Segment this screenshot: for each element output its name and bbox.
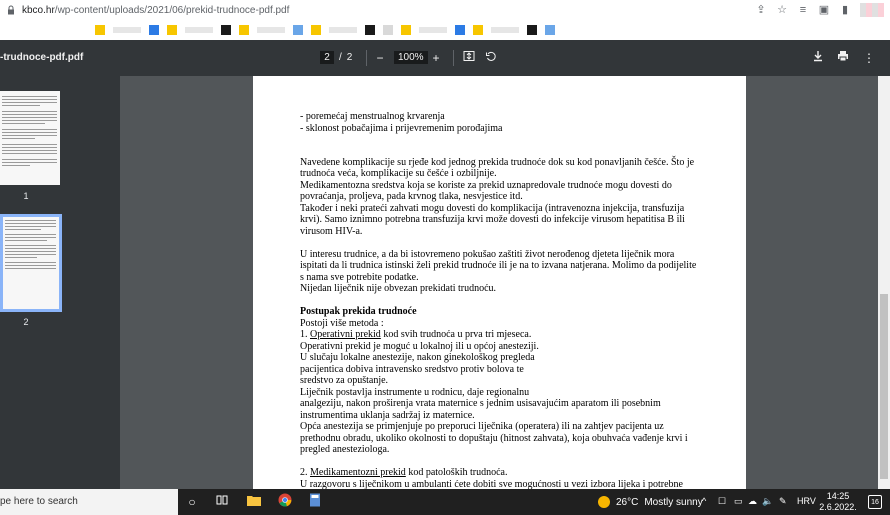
bookmark-favicon[interactable] <box>167 25 177 35</box>
language-indicator[interactable]: HRV <box>797 496 816 506</box>
doc-line: s nama sve potrebite podatke. <box>300 272 419 283</box>
thumbnail-page-2[interactable] <box>0 214 62 312</box>
weather-description: Mostly sunny <box>644 496 703 508</box>
bookmark-favicon[interactable] <box>545 25 555 35</box>
doc-line-prefix: 2. <box>300 467 310 478</box>
doc-line-suffix: kod svih trudnoća u prva tri mjeseca. <box>380 329 532 340</box>
bookmark-favicon[interactable] <box>383 25 393 35</box>
doc-line: krvi). Samo iznimno potrebna transfuzija krvi može dovesti do infekcije virusom hepatitisa B ili <box>300 214 685 225</box>
doc-line: ispitati da li trudnica istinski želi prekid trudnoće ili je na to izvana natjerana. Molimo da podijelite <box>300 260 697 271</box>
doc-line: - sklonost pobačajima i prijevremenim porođajima <box>300 123 503 134</box>
fit-page-button[interactable] <box>460 49 478 67</box>
start-circle-icon[interactable]: ○ <box>188 495 196 509</box>
task-view-icon[interactable] <box>213 493 231 511</box>
doc-line: trudnoća veća, komplikacije su češće i ozbiljnije. <box>300 168 497 179</box>
doc-line: Također i neki prateći zahvati mogu dovesti do komplikacija (intravenozna injekcija, transfuzija <box>300 203 685 214</box>
bookmark-favicon[interactable] <box>365 25 375 35</box>
thumbnail-sidebar <box>0 76 120 489</box>
medikamentozni-prekid-link[interactable]: Medikamentozni prekid <box>310 467 406 478</box>
rotate-button[interactable] <box>482 49 500 67</box>
bookmark-placeholder[interactable] <box>257 27 285 33</box>
cloud-icon[interactable]: ☁ <box>748 496 757 506</box>
doc-line: Navedene komplikacije su rjeđe kod jednog prekida trudnoće dok su kod ponavljanih češće. Što je <box>300 157 695 168</box>
bookmark-placeholder[interactable] <box>491 27 519 33</box>
page-separator: / <box>339 52 342 63</box>
chrome-logo-icon <box>278 493 292 507</box>
thumbnail-page-1[interactable] <box>0 91 60 185</box>
weather-temperature: 26°C <box>616 496 639 508</box>
lock-icon <box>6 5 16 15</box>
doc-line: prethodnu obradu, ukoliko okolnosti to dopuštaju (hitnost zahvata), koja obuhvaća vađenje krvi i <box>300 433 688 444</box>
doc-line: instrumentima uklanja sadržaj iz maternice. <box>300 410 475 421</box>
bookmark-favicon[interactable] <box>293 25 303 35</box>
doc-line <box>300 467 507 479</box>
doc-line: analgeziju, nakon proširenja vrata maternice s jednim usisavajućim aparatom ili posebnim <box>300 398 661 409</box>
url-host: kbco.hr <box>22 4 55 16</box>
taskbar <box>0 489 890 515</box>
doc-line: - poremećaj menstrualnog krvarenja <box>300 111 445 122</box>
clock-date: 2.6.2022. <box>819 502 857 512</box>
bookmark-favicon[interactable] <box>473 25 483 35</box>
doc-line: virusom HIV-a. <box>300 226 363 237</box>
bookmark-placeholder[interactable] <box>113 27 141 33</box>
calculator-app-icon[interactable] <box>306 493 324 511</box>
bookmark-favicon[interactable] <box>311 25 321 35</box>
more-options-button[interactable] <box>860 49 878 67</box>
doc-line: Postoji više metoda : <box>300 318 384 329</box>
current-page-input[interactable]: 2 <box>320 51 334 64</box>
bookmark-favicon[interactable] <box>527 25 537 35</box>
thumbnail-label: 2 <box>23 317 29 327</box>
bookmark-favicon[interactable] <box>239 25 249 35</box>
bookmark-placeholder[interactable] <box>329 27 357 33</box>
rotate-icon <box>485 50 497 62</box>
toolbar-divider <box>366 50 367 66</box>
pen-icon[interactable]: ✎ <box>779 496 787 506</box>
print-button[interactable] <box>834 49 852 67</box>
doc-line: U slučaju lokalne anestezije, nakon ginekološkog pregleda <box>300 352 535 363</box>
notification-badge[interactable]: 16 <box>868 495 882 509</box>
network-icon[interactable]: ☐ <box>718 496 727 506</box>
volume-icon[interactable]: 🔈 <box>762 496 774 506</box>
reading-list-icon[interactable]: ≡ <box>799 4 807 16</box>
task-view-glyph <box>216 494 228 506</box>
doc-line: Nijedan liječnik nije obvezan prekidati trudnoću. <box>300 283 497 294</box>
chrome-icon[interactable] <box>276 493 294 511</box>
operativni-prekid-link[interactable]: Operativni prekid <box>310 329 381 340</box>
taskbar-search[interactable]: pe here to search <box>0 489 178 515</box>
doc-line: U razgovoru s liječnikom u ambulanti ćete dobiti sve mogućnosti u vezi izbora lijeka i potrebne <box>300 479 683 489</box>
download-button[interactable] <box>809 49 827 67</box>
avatar[interactable] <box>860 3 884 17</box>
scrollbar[interactable] <box>878 76 890 489</box>
calculator-icon <box>309 493 321 507</box>
pdf-page <box>253 76 746 489</box>
doc-line: Liječnik postavlja instrumente u rodnicu, daje regionalnu <box>300 387 530 398</box>
doc-line: Opća anestezija se primjenjuje po preporuci liječnika (operatera) ili na zahtjev pacijenta uz <box>300 421 664 432</box>
battery-icon[interactable]: ▭ <box>734 496 743 506</box>
print-icon <box>837 50 849 62</box>
folder-icon <box>247 494 261 506</box>
side-panel-icon[interactable]: ▣ <box>818 4 830 16</box>
doc-line: U interesu trudnice, a da bi istovremeno pokušao zaštiti život nerođenog djeteta liječnik mora <box>300 249 675 260</box>
page-selector <box>320 51 352 64</box>
bookmark-favicon[interactable] <box>149 25 159 35</box>
bookmark-placeholder[interactable] <box>419 27 447 33</box>
doc-line: Medikamentozna sredstva koja se koriste za prekid uznapredovale trudnoće mogu dovesti do <box>300 180 672 191</box>
zoom-in-button[interactable]: + <box>432 51 440 65</box>
bookmark-placeholder[interactable] <box>185 27 213 33</box>
doc-line-suffix: kod patoloških trudnoća. <box>405 467 508 478</box>
file-explorer-icon[interactable] <box>245 493 263 511</box>
doc-line-prefix: 1. <box>300 329 310 340</box>
pdf-file-name: -trudnoce-pdf.pdf <box>0 52 84 63</box>
doc-line: sredstvo za opuštanje. <box>300 375 389 386</box>
total-pages: 2 <box>346 52 353 63</box>
doc-line <box>300 329 531 341</box>
url-path: /wp-content/uploads/2021/06/prekid-trudnoce-pdf.pdf <box>54 4 290 16</box>
url-text[interactable] <box>22 5 755 16</box>
weather-widget[interactable] <box>598 496 703 508</box>
sun-icon <box>598 496 610 508</box>
bookmark-favicon[interactable] <box>455 25 465 35</box>
address-bar[interactable] <box>0 0 890 20</box>
scrollbar-thumb[interactable] <box>880 294 888 479</box>
bookmark-favicon[interactable] <box>221 25 231 35</box>
download-icon <box>812 50 824 62</box>
clock-time: 14:25 <box>826 491 850 501</box>
bookmarks-bar <box>0 20 890 40</box>
share-icon[interactable]: ⇪ <box>756 4 766 16</box>
bookmark-favicon[interactable] <box>95 25 105 35</box>
zoom-input[interactable]: 100% <box>394 51 428 64</box>
doc-line: povraćanja, proljeva, pada krvnog tlaka, nesvjestice itd. <box>300 191 523 202</box>
profile-icon[interactable]: ▮ <box>841 4 849 16</box>
doc-line: pacijentica dobiva intravensko sredstvo protiv bolova te <box>300 364 524 375</box>
doc-line: pregled anesteziologa. <box>300 444 390 455</box>
thumbnail-label: 1 <box>23 191 29 201</box>
doc-line: Operativni prekid je moguć u lokalnoj ili u općoj anesteziji. <box>300 341 539 352</box>
more-vert-icon: ⋮ <box>863 51 875 65</box>
bookmark-favicon[interactable] <box>401 25 411 35</box>
zoom-out-button[interactable]: − <box>376 51 384 65</box>
clock[interactable] <box>818 491 858 513</box>
fit-page-icon <box>463 50 475 62</box>
pdf-toolbar <box>0 40 890 76</box>
section-heading: Postupak prekida trudnoće <box>300 306 417 317</box>
chevron-up-icon[interactable]: ^ <box>702 496 707 506</box>
toolbar-divider <box>453 50 454 66</box>
star-icon[interactable]: ☆ <box>777 4 787 16</box>
pdf-viewer[interactable] <box>120 76 878 489</box>
